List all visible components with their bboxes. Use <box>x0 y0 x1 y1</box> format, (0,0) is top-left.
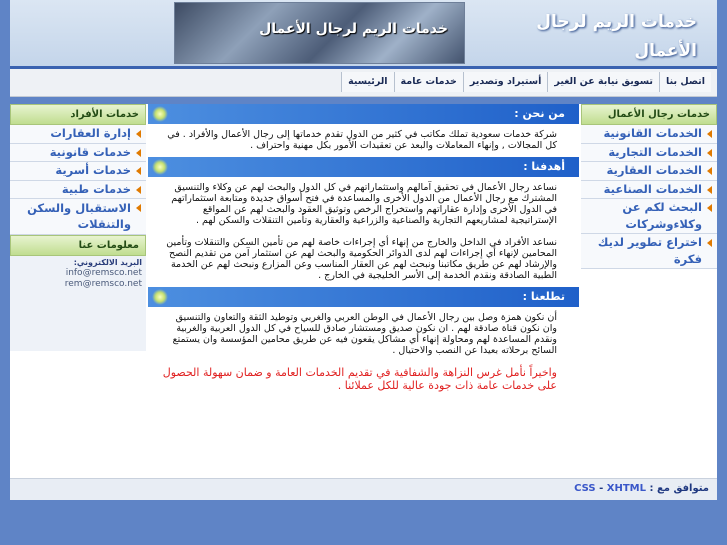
top-nav <box>10 69 717 97</box>
sidebar-item-label: الاستقبال والسكن والتنقلات <box>27 201 131 231</box>
about-us-title: معلومات عنا <box>10 235 146 256</box>
sidebar-item-reception-housing[interactable] <box>10 199 146 235</box>
site-title: خدمات الريم لرجال الأعمال <box>536 12 697 61</box>
star-icon <box>152 106 168 122</box>
arrow-icon <box>707 149 712 157</box>
header <box>10 0 717 66</box>
section-heading-goals <box>148 157 579 177</box>
footer-label: متوافق مع : <box>649 483 709 494</box>
sidebar-item-label: الخدمات القانونية <box>603 126 702 140</box>
nav-divider <box>10 97 717 104</box>
sidebar-item-family-services[interactable] <box>10 162 146 181</box>
sidebar-item-label: الخدمات العقارية <box>606 163 702 177</box>
sidebar-item-label: الخدمات التجارية <box>608 144 702 159</box>
heading-label: من نحن : <box>514 107 565 120</box>
email-link[interactable]: rem@remsco.net <box>64 279 142 289</box>
sidebar-item-legal-services[interactable] <box>10 144 146 163</box>
arrow-icon <box>136 149 141 157</box>
star-icon <box>152 159 168 175</box>
nav-item-import-export[interactable]: أستيراد وتصدير <box>463 72 548 92</box>
heading-label: تطلعنا : <box>522 290 565 303</box>
sidebar-item-invention[interactable] <box>581 234 717 269</box>
arrow-icon <box>707 167 712 175</box>
sidebar-item-label: خدمات أسرية <box>55 163 131 177</box>
business-services-sidebar <box>581 104 717 270</box>
sidebar-item-label: البحث لكم عن وكلاءوشركات <box>622 200 702 231</box>
header-banner-image <box>174 2 465 64</box>
email-label: البريد الالكتروني: <box>73 258 142 267</box>
css-link[interactable]: CSS <box>574 483 596 494</box>
nav-item-home[interactable]: الرئيسية <box>341 72 393 92</box>
main-content <box>148 104 579 478</box>
nav-item-marketing[interactable]: تسويق نيابة عن الغير <box>547 72 659 92</box>
arrow-icon <box>707 204 712 212</box>
footer <box>10 478 717 501</box>
individual-services-sidebar <box>10 104 146 338</box>
email-link[interactable]: info@remsco.net <box>65 268 142 278</box>
sidebar-item-real-estate[interactable] <box>581 162 717 181</box>
nav-item-general-services[interactable]: خدمات عامة <box>394 72 463 92</box>
sidebar-item-legal[interactable] <box>581 125 717 144</box>
sidebar-item-industrial[interactable] <box>581 181 717 200</box>
sidebar-item-commercial[interactable] <box>581 144 717 163</box>
sidebar-item-medical-services[interactable] <box>10 181 146 200</box>
sidebar-item-label: اختراع تطوير لديك فكرة <box>597 235 702 266</box>
nav-item-contact[interactable]: اتصل بنا <box>659 72 711 92</box>
section-heading-aspirations <box>148 287 579 307</box>
arrow-icon <box>136 167 141 175</box>
sidebar-item-label: خدمات قانونية <box>49 144 131 159</box>
arrow-icon <box>136 130 141 138</box>
about-text: شركة خدمات سعودية تملك مكاتب في كثير من الدول تقدم خدماتها إلى رجال الأعمال والأفراد . في كل المجالات , وإنهاء المعاملات والبعد عن تعقيدات الأمور بكل مهنية واحتراف . <box>167 129 557 151</box>
arrow-icon <box>136 204 141 212</box>
goals-paragraph: نساعد الأفراد في الداخل والخارج من إنهاء أي إجراءات خاصة لهم من تأمين السكن والتنقلات وتأمين المحامين لإنهاء أي إجراءات لهم لدى الدوائر الحكومية والبحث لهم عن استثمار آمن من تقديم النصح والإرشاد لهم عن طريق مكاتبنا ونبحث لهم عن العقار المناسب وعن المزارع ونبحث لهم عن الخدمة الطبية الصادقة ونقدم الخدمة إلى الأسر الخليجية في الخارج . <box>166 237 557 281</box>
banner-text: خدمات الريم لرجال الأعمال <box>259 21 448 37</box>
xhtml-link[interactable]: XHTML <box>606 483 646 494</box>
business-services-title: خدمات رجال الأعمال <box>581 104 717 125</box>
arrow-icon <box>707 186 712 194</box>
individual-services-title: خدمات الأفراد <box>10 104 146 125</box>
sidebar-item-label: الخدمات الصناعية <box>603 181 702 196</box>
nav-list <box>341 72 711 92</box>
sidebar-item-agents[interactable] <box>581 199 717 234</box>
heading-label: أهدفنا : <box>523 160 565 173</box>
footer-background <box>10 500 717 545</box>
arrow-icon <box>707 239 712 247</box>
contact-info <box>10 256 146 351</box>
goals-paragraph: نساعد رجال الأعمال في تحقيق آمالهم واستثماراتهم في كل الدول والبحث لهم عن وكلاء والتنسيق المشترك مع رجال الأعمال من الدول الأخرى والمساعدة في فتح أسواق جديدة ومتابعة استثماراتهم في الدول الأخرى وإدارة عقاراتهم واستخراج الرخص وتوثيق العقود والبحث لهم عن المواقع الإستراتيجية لمشاريعهم التجارية والصناعية والزراعية والعقارية وتأمين التنقلات والسكن لهم . <box>171 182 557 226</box>
sidebar-item-property-management[interactable] <box>10 125 146 144</box>
arrow-icon <box>136 186 141 194</box>
star-icon <box>152 289 168 305</box>
footer-separator: - <box>599 483 604 494</box>
page <box>10 0 717 545</box>
footer-text <box>574 483 709 494</box>
aspirations-paragraph: أن نكون همزة وصل بين رجال الأعمال في الوطن العربي والغربي وتوطيد الثقة والتعاون والتنسيق وان نكون قناة صادقة لهم . ان نكون صديق ومستشار صادق للسياح في كل الدول العربية والغربية ونقدم المساعدة لهم ومحاولة إنهاء أي مشاكل يقعون فيه عن طريق محامين المؤسسة وان يستمتع السائح برحلاته بعيدا عن النصب والاحتيال . <box>172 312 557 356</box>
closing-statement: واخيراً نأمل غرس النزاهة والشفافية في تقديم الخدمات العامة و ضمان سهولة الحصول على خدمات عامة ذات جودة عالية للكل عملائنا . <box>162 366 557 392</box>
sidebar-item-label: خدمات طبية <box>61 181 131 196</box>
arrow-icon <box>707 130 712 138</box>
section-heading-about <box>148 104 579 124</box>
sidebar-item-label: إدارة العقارات <box>50 126 131 140</box>
